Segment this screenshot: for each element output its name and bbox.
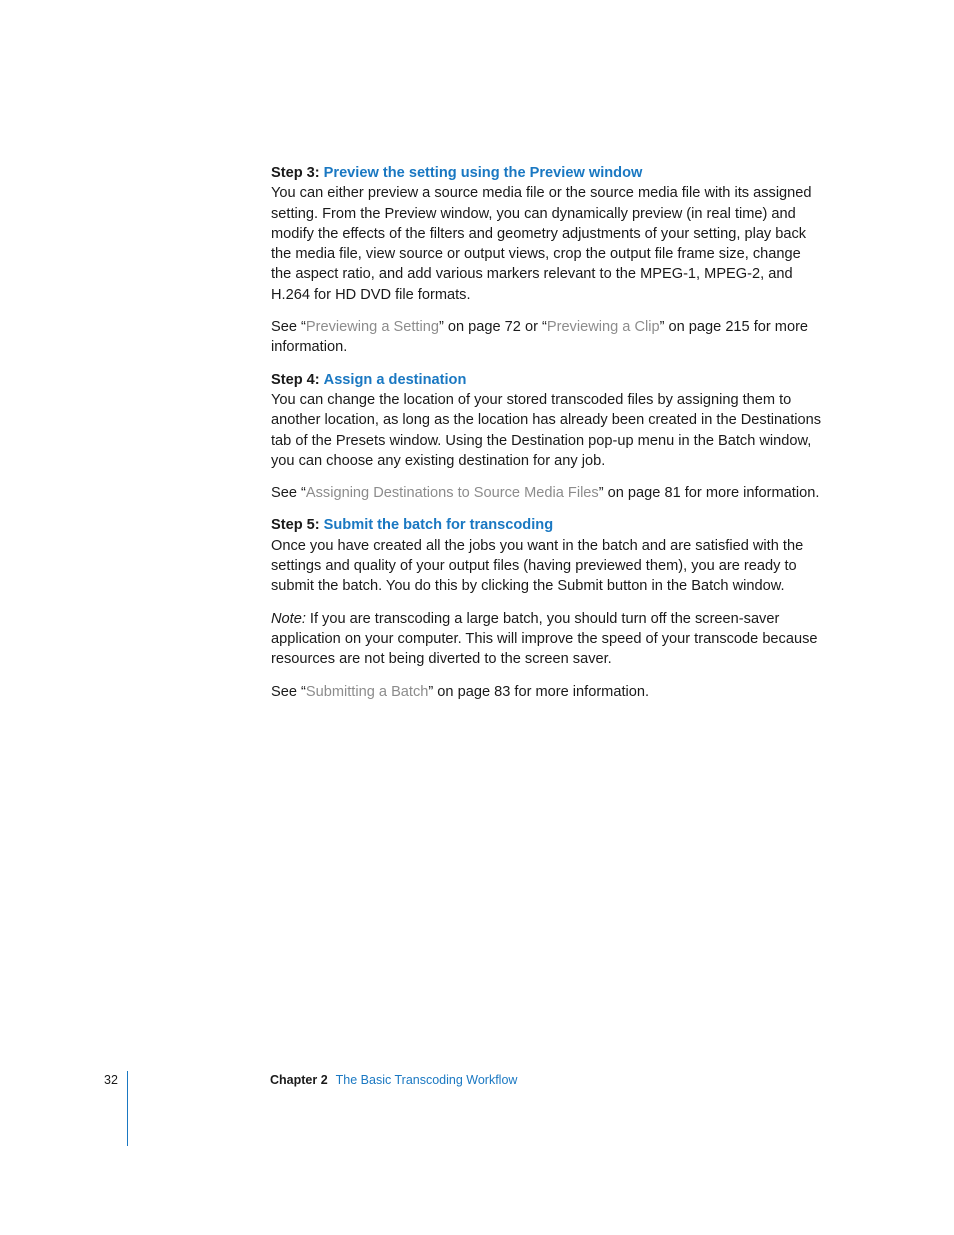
step-4-body: You can change the location of your stored transcoded files by assigning them to another location, as long as the location has already been created in the Destinations tab of the Presets window. Using the Destination pop-up menu in the Batch window, you can choose any existing destination for any job. bbox=[271, 391, 822, 469]
link-assigning-destinations[interactable]: Assigning Destinations to Source Media Files bbox=[305, 485, 599, 502]
note-label: Note: bbox=[271, 610, 306, 627]
chapter-label: Chapter 2 bbox=[270, 1073, 328, 1087]
see-suffix: ” on page 215 for more information. bbox=[271, 319, 809, 356]
page-number: 32 bbox=[104, 1073, 118, 1087]
see-prefix: See “ bbox=[271, 485, 306, 502]
see-prefix: See “ bbox=[271, 319, 306, 336]
step-4-label: Step 4: bbox=[271, 371, 320, 388]
step-5-title[interactable]: Submit the batch for transcoding bbox=[323, 517, 554, 534]
see-prefix: See “ bbox=[271, 683, 306, 700]
step-5-heading bbox=[271, 515, 823, 535]
page-content bbox=[271, 163, 823, 714]
see-suffix: ” on page 81 for more information. bbox=[598, 485, 820, 502]
step-4-see-also bbox=[271, 483, 823, 503]
step-4-heading bbox=[271, 370, 823, 390]
step-5-note bbox=[271, 609, 823, 670]
step-3-title[interactable]: Preview the setting using the Preview window bbox=[323, 165, 643, 181]
note-body: If you are transcoding a large batch, you should turn off the screen-saver application on your computer. This will improve the speed of your transcode because resources are not being diverted to the screen saver. bbox=[271, 610, 818, 668]
chapter-footer bbox=[270, 1072, 517, 1088]
step-3-label: Step 3: bbox=[271, 165, 320, 181]
link-previewing-a-setting[interactable]: Previewing a Setting bbox=[305, 319, 439, 336]
link-previewing-a-clip[interactable]: Previewing a Clip bbox=[546, 319, 660, 336]
chapter-title: The Basic Transcoding Workflow bbox=[335, 1073, 518, 1087]
step-5-label: Step 5: bbox=[271, 517, 320, 534]
step-5-see-also bbox=[271, 682, 823, 702]
step-4-title[interactable]: Assign a destination bbox=[323, 371, 467, 388]
link-submitting-a-batch[interactable]: Submitting a Batch bbox=[305, 683, 429, 700]
see-mid: ” on page 72 or “ bbox=[438, 319, 547, 336]
step-3-see-also bbox=[271, 317, 823, 358]
see-suffix: ” on page 83 for more information. bbox=[428, 683, 650, 700]
step-3-heading bbox=[271, 163, 823, 183]
footer-divider bbox=[127, 1071, 128, 1146]
step-3-body: You can either preview a source media file or the source media file with its assigned setting. From the Preview window, you can dynamically preview (in real time) and modify the effects of the filters and geometry adjustments of your setting, play back the media file, view source or output views, crop the output file frame size, change the aspect ratio, and add various markers relevant to the MPEG-1, MPEG-2, and H.264 for HD DVD file formats. bbox=[271, 185, 812, 303]
step-5-body: Once you have created all the jobs you want in the batch and are satisfied with the settings and quality of your output files (having previewed them), you are ready to submit the batch. You do this by clicking the Submit button in the Batch window. bbox=[271, 537, 804, 595]
